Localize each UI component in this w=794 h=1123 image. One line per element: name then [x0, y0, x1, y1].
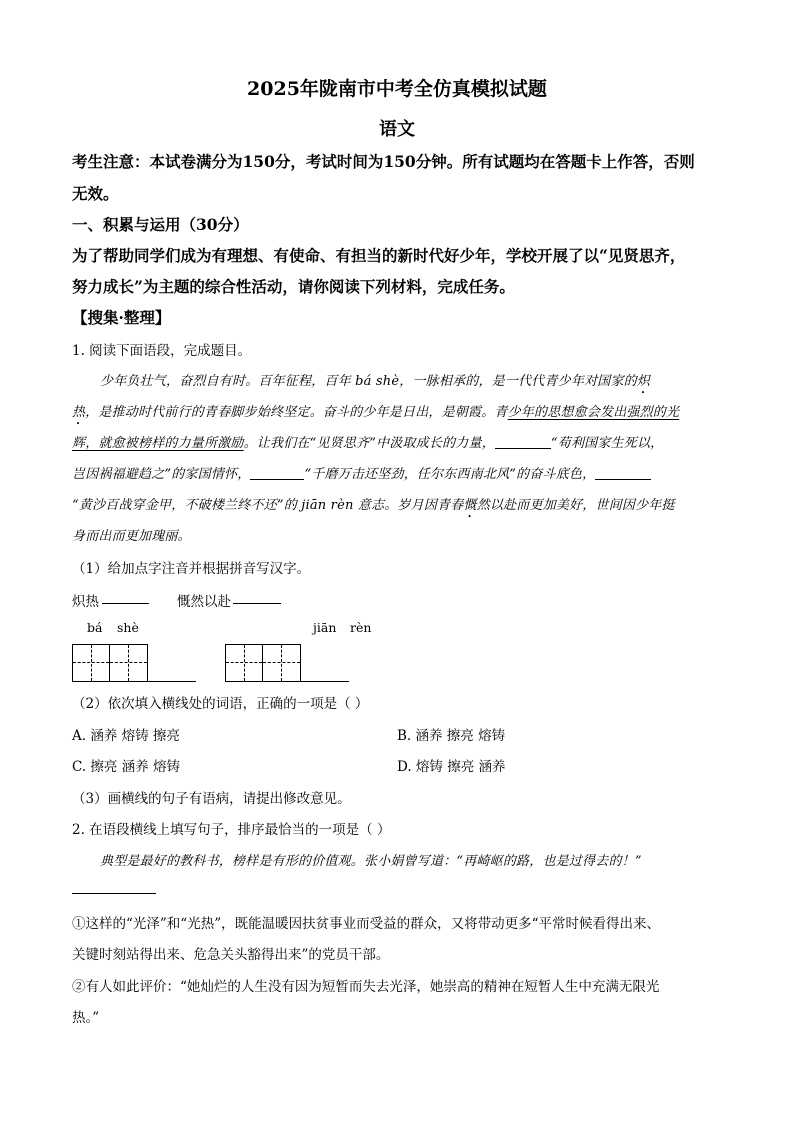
answer-line-2[interactable] [233, 603, 281, 604]
writing-grid-1[interactable] [72, 644, 148, 682]
q1-paragraph-line-3 [72, 432, 663, 451]
dotted-char: 热 [72, 405, 86, 420]
text-span: “黄沙百战穿金甲，不破楼兰终不还”的 jiān rèn 意志。岁月因青春 [72, 498, 464, 513]
text-span: 少年负壮气，奋烈自有时。百年征程，百年 bá shè，一脉相承的，是一代代青少年对国家的 [100, 374, 637, 389]
text-span: ，是推动时代前行的青春脚步始终坚定。奋斗的少年是日出，是朝霞。青 [85, 405, 508, 420]
q1-paragraph-line-6: 身而出而更加瑰丽。 [72, 529, 191, 544]
exam-title: 2025年陇南市中考全仿真模拟试题 [247, 78, 547, 100]
option-c[interactable]: C. 擦亮 涵养 熔铸 [72, 759, 181, 775]
option-b[interactable]: B. 涵养 擦亮 熔铸 [397, 728, 506, 744]
text-span: 然以赴而更加美好，世间因少年挺 [476, 498, 675, 513]
subheading: 【搜集·整理】 [72, 308, 171, 327]
q1-paragraph-line-2 [72, 401, 679, 428]
q1-stem: 1. 阅读下面语段，完成题目。 [72, 343, 252, 359]
fill-blank-2[interactable] [250, 465, 304, 480]
pinyin-ren: rèn [350, 620, 372, 635]
pinyin-jian: jiān [313, 620, 337, 635]
q1-paragraph-line-1 [100, 370, 650, 397]
text-span: “千磨万击还坚劲，任尔东西南北风”的奋斗底色， [304, 467, 596, 482]
section-heading: 一、积累与运用（30分） [72, 215, 249, 234]
q1-sub-1: （1）给加点字注音并根据拼音写汉字。 [72, 561, 311, 577]
answer-word-1: 炽热 [72, 594, 99, 610]
dotted-char: 炽 [636, 374, 651, 389]
grid-cell[interactable] [226, 645, 263, 681]
fill-blank-1[interactable] [495, 434, 551, 449]
pinyin-ba: bá [87, 620, 103, 635]
fill-blank-3[interactable] [595, 465, 651, 480]
q2-quote: 典型是最好的教科书，榜样是有形的价值观。张小娟曾写道：“再崎岖的路，也是过得去的！” [100, 854, 642, 869]
underlined-sentence: 少年的思想愈会发出强烈的光 [507, 405, 680, 420]
grid-cell[interactable] [263, 645, 300, 681]
intro-line-1: 为了帮助同学们成为有理想、有使命、有担当的新时代好少年，学校开展了以“见贤思齐， [72, 246, 686, 265]
q1-paragraph-line-5 [72, 494, 675, 521]
q2-item-2-line-2: 热。” [72, 1010, 100, 1026]
grid-cell[interactable] [110, 645, 147, 681]
answer-line-1[interactable] [102, 603, 149, 604]
q1-paragraph-line-4 [72, 463, 651, 482]
q2-item-1-line-2: 关键时刻站得出来、危急关头豁得出来”的党员干部。 [72, 947, 390, 963]
option-d[interactable]: D. 熔铸 擦亮 涵养 [397, 759, 506, 775]
underlined-sentence: 辉，就愈被榜样的力量所激励 [72, 436, 244, 451]
text-span: 。让我们在“见贤思齐”中汲取成长的力量， [243, 436, 495, 451]
notice-line-1: 考生注意：本试卷满分为150分，考试时间为150分钟。所有试题均在答题卡上作答，否则 [72, 152, 695, 171]
answer-line-3[interactable] [148, 681, 196, 682]
notice-line-2: 无效。 [72, 184, 119, 203]
text-span: “苟利国家生死以， [550, 436, 664, 451]
answer-blank-line[interactable] [72, 893, 156, 894]
answer-word-2: 慨然以赴 [177, 594, 231, 610]
subject-title: 语文 [379, 119, 415, 140]
text-span: 岂因祸福避趋之”的家国情怀， [72, 467, 251, 482]
answer-line-4[interactable] [301, 681, 349, 682]
pinyin-she: shè [117, 620, 139, 635]
option-a[interactable]: A. 涵养 熔铸 擦亮 [72, 728, 180, 744]
dotted-char: 慨 [463, 498, 477, 513]
writing-grid-2[interactable] [225, 644, 301, 682]
q2-item-2-line-1: ②有人如此评价：“她灿烂的人生没有因为短暂而失去光泽，她崇高的精神在短暂人生中充满无限光 [72, 979, 660, 995]
q2-item-1-line-1: ①这样的“光泽”和“光热”，既能温暖因扶贫事业而受益的群众，又将带动更多“平常时候看得出来、 [72, 916, 661, 932]
q1-sub-2: （2）依次填入横线处的词语，正确的一项是（ ） [72, 696, 369, 712]
grid-cell[interactable] [73, 645, 110, 681]
q1-sub-3: （3）画横线的句子有语病，请提出修改意见。 [72, 791, 351, 807]
intro-line-2: 努力成长”为主题的综合性活动，请你阅读下列材料，完成任务。 [72, 277, 515, 296]
q2-stem: 2. 在语段横线上填写句子，排序最恰当的一项是（ ） [72, 822, 391, 838]
